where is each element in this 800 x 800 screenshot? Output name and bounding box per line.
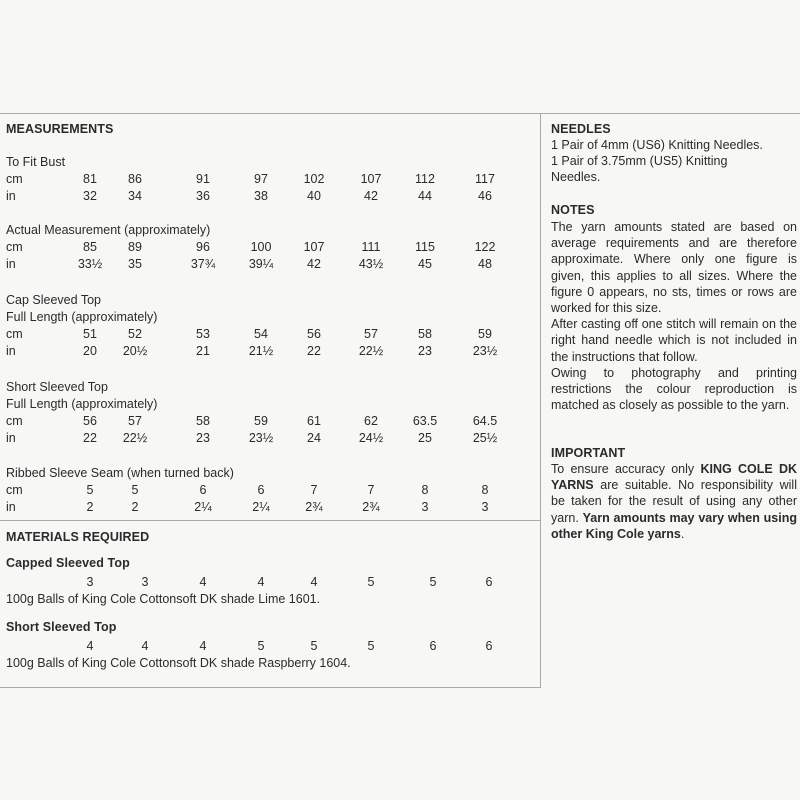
size-value: 34 [128,189,142,203]
size-value: 57 [128,414,142,428]
size-value: 59 [478,327,492,341]
size-value: 89 [128,240,142,254]
size-value: 39¼ [248,257,274,271]
size-value: 3 [421,500,429,514]
unit-label: cm [6,483,23,497]
size-value: 53 [196,327,210,341]
important-text-a: To ensure accuracy only [551,462,701,476]
important-text [551,461,797,542]
size-value: 25 [418,431,432,445]
size-value: 35 [128,257,142,271]
size-value: 23 [418,344,432,358]
size-value: 37¾ [190,257,216,271]
important-text-c: are suitable. No responsibility will be taken for the result of using any other yarn. [551,478,797,525]
size-value: 2¾ [305,500,323,514]
size-value: 2¼ [194,500,212,514]
notes-text [551,219,797,413]
size-value: 3 [481,500,489,514]
unit-label: in [6,344,16,358]
section-title: Short Sleeved Top [6,380,108,394]
size-value: 51 [83,327,97,341]
ball-count: 6 [429,639,437,653]
size-value: 24 [307,431,321,445]
size-value: 5 [131,483,139,497]
important-heading: IMPORTANT [551,446,626,460]
size-value: 22 [83,431,97,445]
size-value: 32 [83,189,97,203]
size-value: 117 [475,172,495,186]
size-value: 57 [364,327,378,341]
size-value: 122 [474,240,496,254]
ball-count: 5 [367,575,375,589]
size-value: 58 [418,327,432,341]
size-value: 91 [196,172,210,186]
size-value: 97 [254,172,268,186]
size-value: 102 [303,172,325,186]
size-value: 56 [307,327,321,341]
needles-heading: NEEDLES [551,122,611,136]
ball-count: 4 [199,639,207,653]
size-value: 25½ [472,431,498,445]
size-value: 100 [250,240,272,254]
ball-count: 4 [86,639,94,653]
size-value: 2¾ [362,500,380,514]
size-value: 52 [128,327,142,341]
size-value: 64.5 [472,414,498,428]
needles-line-3: Needles. [551,170,601,184]
size-value: 22 [307,344,321,358]
ball-count: 5 [257,639,265,653]
size-value: 96 [196,240,210,254]
ball-count: 5 [429,575,437,589]
important-brand: KING COLE DK YARNS [551,462,797,493]
size-value: 61 [307,414,321,428]
size-value: 20½ [122,344,148,358]
ball-count: 3 [86,575,94,589]
column-divider [540,113,541,688]
size-value: 6 [199,483,207,497]
mid-rule-left [0,520,540,521]
size-value: 23½ [472,344,498,358]
size-value: 23½ [248,431,274,445]
size-value: 107 [360,172,382,186]
section-title: Cap Sleeved Top [6,293,101,307]
unit-label: cm [6,172,23,186]
size-value: 43½ [358,257,384,271]
size-value: 54 [254,327,268,341]
ball-count: 3 [141,575,149,589]
size-value: 2 [86,500,94,514]
size-value: 6 [257,483,265,497]
section-title: Ribbed Sleeve Seam (when turned back) [6,466,234,480]
ball-count: 4 [199,575,207,589]
top-rule [0,113,800,114]
size-value: 42 [364,189,378,203]
size-value: 5 [86,483,94,497]
size-value: 36 [196,189,210,203]
size-value: 24½ [358,431,384,445]
size-value: 44 [418,189,432,203]
size-value: 21½ [248,344,274,358]
section-title: To Fit Bust [6,155,66,169]
materials-heading: MATERIALS REQUIRED [6,530,150,544]
size-value: 7 [310,483,318,497]
section-title: Full Length (approximately) [6,397,158,411]
notes-paragraph-3: Owing to photography and printing restrictions the colour reproduction is matched as closely as possible to the yarn. [551,365,797,413]
ball-count: 4 [310,575,318,589]
ball-count: 4 [257,575,265,589]
unit-label: in [6,431,16,445]
ball-count: 6 [485,639,493,653]
size-value: 33½ [77,257,103,271]
unit-label: cm [6,414,23,428]
ball-count: 6 [485,575,493,589]
size-value: 40 [307,189,321,203]
ball-count: 4 [141,639,149,653]
material-description: 100g Balls of King Cole Cottonsoft DK shade Lime 1601. [6,592,321,606]
size-value: 107 [303,240,325,254]
size-value: 20 [83,344,97,358]
unit-label: cm [6,327,23,341]
size-value: 81 [83,172,97,186]
size-value: 59 [254,414,268,428]
notes-paragraph-2: After casting off one stitch will remain on the right hand needle which is not included in the instructions that follow. [551,317,797,364]
size-value: 63.5 [412,414,438,428]
material-title: Capped Sleeved Top [6,556,130,570]
section-title: Full Length (approximately) [6,310,158,324]
ball-count: 5 [310,639,318,653]
size-value: 86 [128,172,142,186]
size-value: 46 [478,189,492,203]
size-value: 48 [478,257,492,271]
notes-heading: NOTES [551,203,595,217]
size-value: 22½ [358,344,384,358]
size-value: 21 [196,344,210,358]
size-value: 38 [254,189,268,203]
size-value: 22½ [122,431,148,445]
material-description: 100g Balls of King Cole Cottonsoft DK shade Raspberry 1604. [6,656,351,670]
unit-label: cm [6,240,23,254]
size-value: 56 [83,414,97,428]
size-value: 2¼ [252,500,270,514]
size-value: 8 [481,483,489,497]
bottom-rule [0,687,541,688]
size-value: 7 [367,483,375,497]
important-warning: Yarn amounts may vary when using other King Cole yarns [551,510,797,541]
size-value: 42 [307,257,321,271]
unit-label: in [6,189,16,203]
size-value: 45 [418,257,432,271]
unit-label: in [6,257,16,271]
needles-line-2: 1 Pair of 3.75mm (US5) Knitting [551,154,728,168]
size-value: 8 [421,483,429,497]
notes-paragraph-1: The yarn amounts stated are based on average requirements and are therefore approximate. Where only one figure is given, this applies to all sizes. Where the figure 0 appears, no sts, times or rows are worked for this size. [551,220,797,316]
size-value: 111 [361,240,381,254]
size-value: 23 [196,431,210,445]
section-title: Actual Measurement (approximately) [6,223,211,237]
size-value: 85 [83,240,97,254]
material-title: Short Sleeved Top [6,620,117,634]
size-value: 58 [196,414,210,428]
unit-label: in [6,500,16,514]
size-value: 62 [364,414,378,428]
needles-line-1: 1 Pair of 4mm (US6) Knitting Needles. [551,138,763,152]
important-text-e: . [680,526,685,541]
measurements-heading: MEASUREMENTS [6,122,114,136]
size-value: 2 [131,500,139,514]
ball-count: 5 [367,639,375,653]
size-value: 115 [415,240,435,254]
size-value: 112 [415,172,435,186]
